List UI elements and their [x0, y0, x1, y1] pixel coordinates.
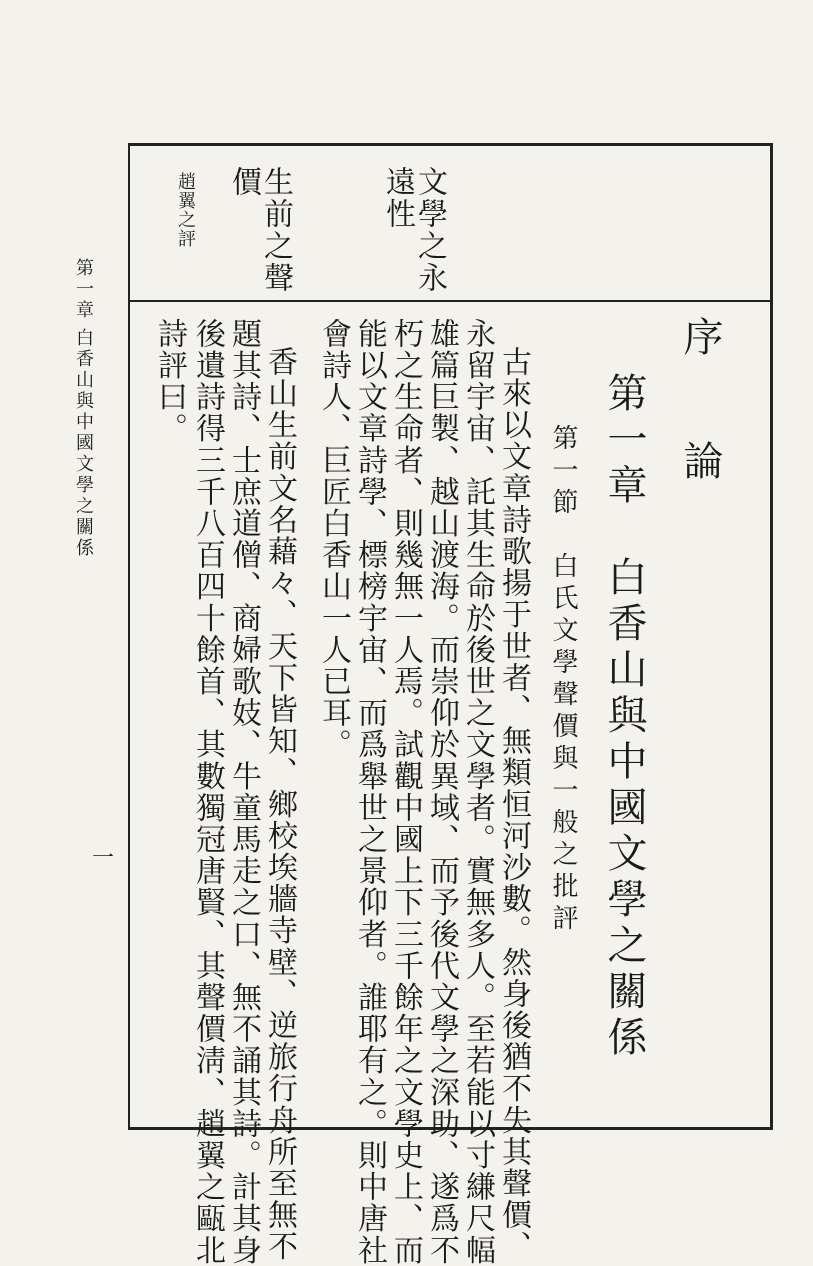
running-header-title: 白香山與中國文學之關係 [73, 328, 94, 559]
margin-note-literature-permanence-line2: 遠性 [380, 166, 415, 230]
margin-note-lifetime-reputation-line1: 生前之聲 [258, 166, 293, 294]
heading-preface: 序 [677, 316, 723, 356]
body-line-6: 會詩人、巨匠白香山一人已耳。 [316, 318, 351, 761]
running-header-chapter: 第一章 [73, 258, 94, 321]
body-line-7: 香山生前文名藉々、天下皆知、鄉校埃牆寺壁、逆旅行舟所至無不 [262, 346, 297, 1263]
body-line-4: 朽之生命者、則幾無一人焉。試觀中國上下三千餘年之文學史上、而 [388, 318, 423, 1266]
section-title: 第一節 白氏文學聲價與一般之批評 [548, 424, 578, 936]
heading-lun: 論 [677, 440, 723, 480]
body-line-1: 古來以文章詩歌揚于世者、無類恒河沙數。然身後猶不失其聲價、 [496, 346, 531, 1263]
margin-note-zhao-yi: 趙翼之評 [175, 172, 196, 248]
body-line-3: 雄篇巨製、越山渡海。而崇仰於異域、而予後代文學之深助、遂爲不 [424, 318, 459, 1266]
margin-note-lifetime-reputation-line2: 價 [226, 166, 261, 198]
body-line-9: 後遺詩得三千八百四十餘首、其數獨冠唐賢、其聲價淸、趙翼之甌北 [190, 318, 225, 1266]
margin-note-divider [128, 300, 773, 302]
body-line-8: 題其詩、士庶道僧、商婦歌妓、牛童馬走之口、無不誦其詩。計其身 [226, 318, 261, 1266]
margin-note-literature-permanence-line1: 文學之永 [412, 166, 447, 294]
body-line-10: 詩評曰。 [152, 318, 187, 445]
body-line-5: 能以文章詩學、標榜宇宙、而爲舉世之景仰者。誰耶有之。則中唐社 [352, 318, 387, 1266]
body-line-2: 永留宇宙、託其生命於後世之文學者。實無多人。至若能以寸縑尺幅 [460, 318, 495, 1266]
page-number: 一 [92, 846, 115, 871]
chapter-title: 第一章 白香山與中國文學之關係 [601, 372, 647, 1062]
